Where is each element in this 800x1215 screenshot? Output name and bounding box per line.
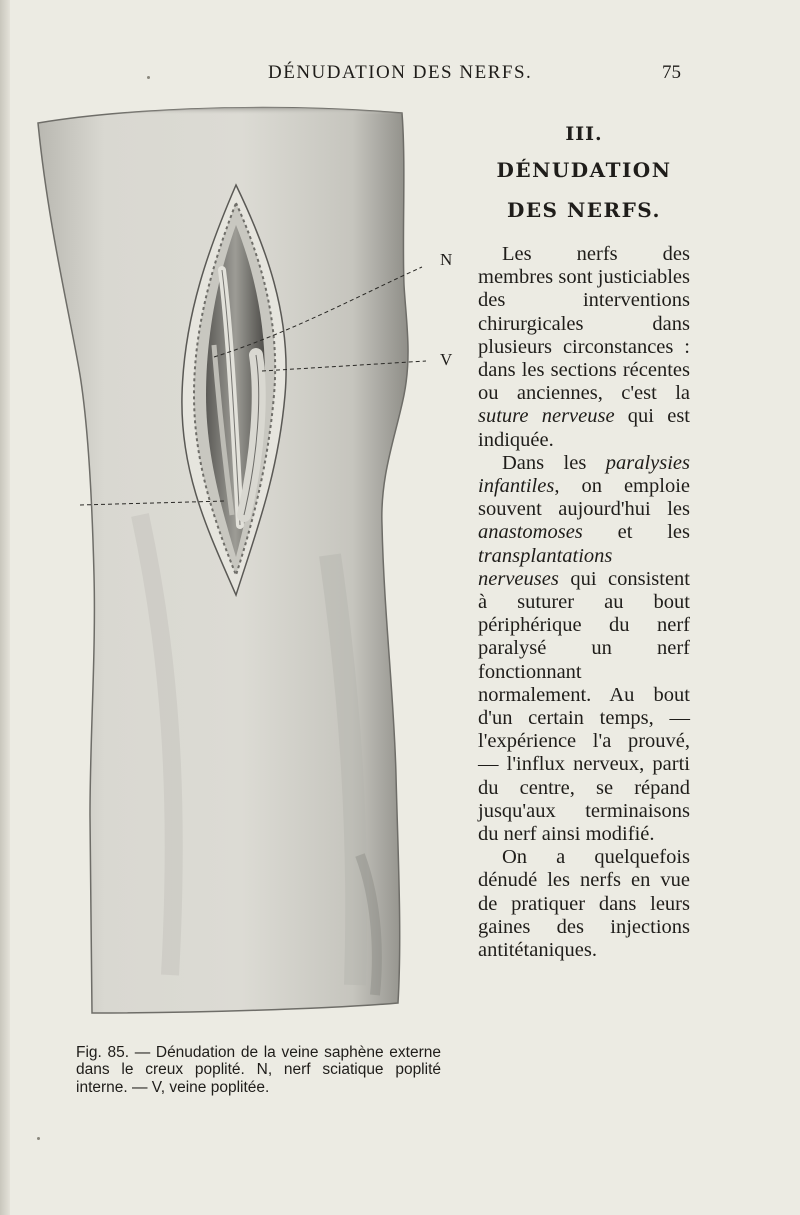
term-anastomoses: anastomoses: [478, 521, 583, 544]
print-speck: [37, 1137, 40, 1140]
paragraph-2-text-c: et les: [582, 521, 690, 544]
running-title: DÉNUDATION DES NERFS.: [268, 62, 533, 83]
term-suture-nerveuse: suture nerveuse: [478, 405, 615, 428]
paragraph-1-text-a: Les nerfs des membres sont justiciables des interventions chirurgicales dans plusieurs circonstances : dans les sections récentes ou anciennes, c'est la: [478, 243, 690, 405]
page-number: 75: [662, 62, 681, 83]
anatomical-illustration: [30, 95, 460, 1035]
paragraph-1: [478, 243, 690, 452]
paragraph-2-text-b: , on emploie souvent aujourd'hui les: [478, 475, 690, 521]
running-head: [0, 60, 800, 90]
figure-label-n: N: [440, 250, 453, 269]
body-text: [478, 243, 690, 962]
section-title-line2: DES NERFS.: [506, 198, 662, 222]
section-title-line1: DÉNUDATION: [496, 158, 672, 182]
knee-dissection-drawing: [30, 95, 460, 1035]
term-transplantations-nerveuses: transplantations nerveuses: [478, 544, 613, 590]
paragraph-2: [478, 452, 690, 846]
figure-caption: Fig. 85. — Dénudation de la veine saphène externe dans le creux poplité. N, nerf sciatique poplité interne. — V, veine poplitée.: [76, 1043, 441, 1096]
section-number: III.: [565, 123, 603, 145]
term-paralysies-infantiles: paralysies infantiles: [478, 451, 690, 498]
paragraph-2-text-d: qui consistent à suturer au bout périphérique du nerf paralysé un nerf fonctionnant normalement. Au bout d'un certain temps, — l'expérience l'a prouvé, — l'influx nerveux, parti du centre, se répand jusqu'aux terminaisons du nerf ainsi modifié.: [478, 567, 690, 846]
figure-label-v: V: [440, 350, 453, 369]
page-binding-edge: [0, 0, 10, 1215]
section-text: [478, 118, 690, 962]
paragraph-1-text-b: qui est indiquée.: [478, 405, 691, 451]
paragraph-3: On a quelquefois dénudé les nerfs en vue de pratiquer dans leurs gaines des injections antitétaniques.: [478, 846, 690, 962]
paragraph-2-text-a: Dans les: [502, 451, 606, 474]
